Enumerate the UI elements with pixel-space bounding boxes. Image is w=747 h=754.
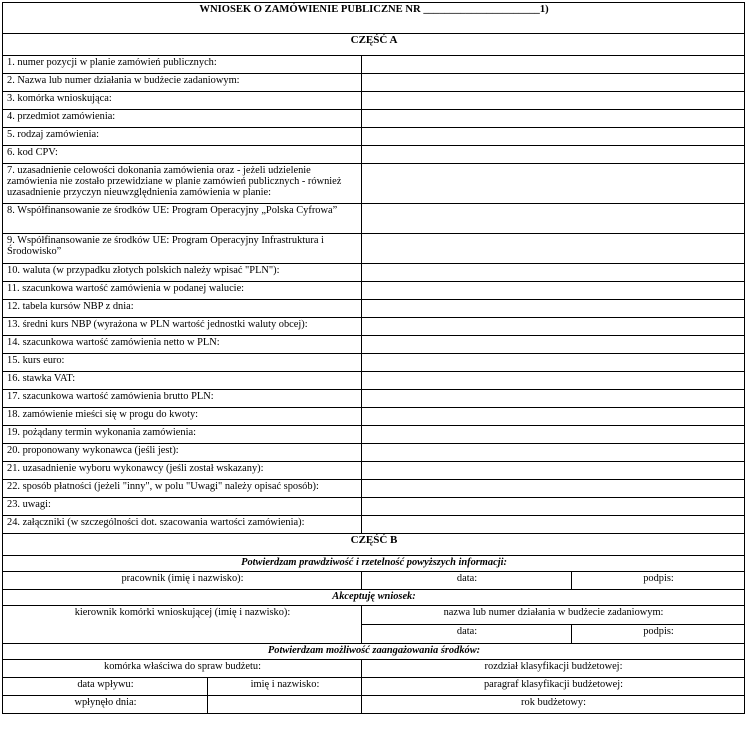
part-a-row [3,128,745,146]
part-a-item-value-field[interactable] [362,204,745,234]
part-a-row [3,390,745,408]
part-a-item-value-field[interactable] [362,234,745,264]
form-title: WNIOSEK O ZAMÓWIENIE PUBLICZNE NR ______________________1) [3,3,745,34]
part-a-item-label: 13. średni kurs NBP (wyrażona w PLN wartość jednostki waluty obcej): [3,318,362,336]
part-a-row [3,264,745,282]
part-a-item-label: 10. waluta (w przypadku złotych polskich należy wpisać "PLN"): [3,264,362,282]
part-a-item-value-field[interactable] [362,354,745,372]
budget-action-label[interactable]: nazwa lub numer działania w budżecie zadaniowym: [362,606,745,625]
part-a-item-value-field[interactable] [362,74,745,92]
part-a-item-value-field[interactable] [362,92,745,110]
part-a-item-value-field[interactable] [362,110,745,128]
part-a-item-label: 5. rodzaj zamówienia: [3,128,362,146]
name-label[interactable]: imię i nazwisko: [208,678,362,696]
accept-heading: Akceptuję wniosek: [3,590,745,606]
part-a-item-value-field[interactable] [362,318,745,336]
part-a-row [3,498,745,516]
budget-chapter-label[interactable]: rozdział klasyfikacji budżetowej: [362,660,745,678]
part-a-item-label: 3. komórka wnioskująca: [3,92,362,110]
part-a-item-label: 6. kod CPV: [3,146,362,164]
signature-label[interactable]: podpis: [572,572,745,590]
part-a-item-value-field[interactable] [362,56,745,74]
part-a-item-value-field[interactable] [362,480,745,498]
arrived-date-label[interactable]: wpłynęło dnia: [3,696,208,714]
part-a-item-label: 12. tabela kursów NBP z dnia: [3,300,362,318]
funds-heading: Potwierdzam możliwość zaangażowania środków: [3,644,745,660]
budget-paragraph-label[interactable]: paragraf klasyfikacji budżetowej: [362,678,745,696]
part-a-item-label: 9. Współfinansowanie ze środków UE: Program Operacyjny Infrastruktura i Środowisko” [3,234,362,264]
part-a-row [3,164,745,204]
part-a-row [3,282,745,300]
part-a-item-label: 17. szacunkowa wartość zamówienia brutto PLN: [3,390,362,408]
part-a-item-value-field[interactable] [362,516,745,534]
part-a-row [3,516,745,534]
part-a-item-value-field[interactable] [362,462,745,480]
part-a-item-label: 16. stawka VAT: [3,372,362,390]
part-a-heading: CZĘŚĆ A [3,34,745,56]
part-a-row [3,146,745,164]
part-a-item-label: 1. numer pozycji w planie zamówień publicznych: [3,56,362,74]
budget-unit-label[interactable]: komórka właściwa do spraw budżetu: [3,660,362,678]
part-a-row [3,74,745,92]
signature-label-2[interactable]: podpis: [572,625,745,644]
part-a-item-value-field[interactable] [362,336,745,354]
date-label[interactable]: data: [362,572,572,590]
part-a-row [3,92,745,110]
received-date-label[interactable]: data wpływu: [3,678,208,696]
part-a-item-value-field[interactable] [362,282,745,300]
part-a-item-label: 18. zamówienie mieści się w progu do kwoty: [3,408,362,426]
manager-label[interactable]: kierownik komórki wnioskującej (imię i nazwisko): [3,606,362,644]
public-procurement-request-form [2,2,745,714]
part-a-row [3,408,745,426]
part-a-item-value-field[interactable] [362,264,745,282]
part-a-item-label: 24. załączniki (w szczególności dot. szacowania wartości zamówienia): [3,516,362,534]
part-a-item-label: 20. proponowany wykonawca (jeśli jest): [3,444,362,462]
part-a-item-label: 8. Współfinansowanie ze środków UE: Program Operacyjny „Polska Cyfrowa” [3,204,362,234]
part-a-item-value-field[interactable] [362,426,745,444]
part-a-row [3,444,745,462]
part-a-item-value-field[interactable] [362,372,745,390]
part-a-row [3,354,745,372]
part-a-row [3,336,745,354]
part-a-row [3,426,745,444]
budget-year-label[interactable]: rok budżetowy: [362,696,745,714]
part-a-item-label: 22. sposób płatności (jeżeli "inny", w polu "Uwagi" należy opisać sposób): [3,480,362,498]
part-a-row [3,462,745,480]
part-b-heading: CZĘŚĆ B [3,534,745,556]
part-a-row [3,372,745,390]
part-a-item-label: 23. uwagi: [3,498,362,516]
part-a-item-label: 2. Nazwa lub numer działania w budżecie zadaniowym: [3,74,362,92]
part-a-item-label: 21. uzasadnienie wyboru wykonawcy (jeśli został wskazany): [3,462,362,480]
part-a-item-value-field[interactable] [362,300,745,318]
part-a-item-label: 11. szacunkowa wartość zamówienia w podanej walucie: [3,282,362,300]
part-a-item-value-field[interactable] [362,444,745,462]
part-a-item-value-field[interactable] [362,408,745,426]
part-a-item-label: 4. przedmiot zamówienia: [3,110,362,128]
part-a-item-value-field[interactable] [362,128,745,146]
part-a-row [3,204,745,234]
part-a-item-label: 19. pożądany termin wykonania zamówienia: [3,426,362,444]
part-a-row [3,234,745,264]
part-a-row [3,480,745,498]
confirm-heading: Potwierdzam prawdziwość i rzetelność powyższych informacji: [3,556,745,572]
date-label-2[interactable]: data: [362,625,572,644]
arrived-blank[interactable] [208,696,362,714]
part-a-item-value-field[interactable] [362,146,745,164]
employee-label[interactable]: pracownik (imię i nazwisko): [3,572,362,590]
part-a-item-label: 14. szacunkowa wartość zamówienia netto w PLN: [3,336,362,354]
part-a-item-label: 15. kurs euro: [3,354,362,372]
part-a-row [3,56,745,74]
part-a-row [3,300,745,318]
part-a-row [3,110,745,128]
part-a-row [3,318,745,336]
part-a-item-value-field[interactable] [362,390,745,408]
part-a-item-value-field[interactable] [362,498,745,516]
part-a-item-label: 7. uzasadnienie celowości dokonania zamówienia oraz - jeżeli udzielenie zamówienia nie zostało przewidziane w planie zamówień publicznych - również uzasadnienie przyczyn nieuwzględnienia zamówienia w planie: [3,164,362,204]
part-a-item-value-field[interactable] [362,164,745,204]
